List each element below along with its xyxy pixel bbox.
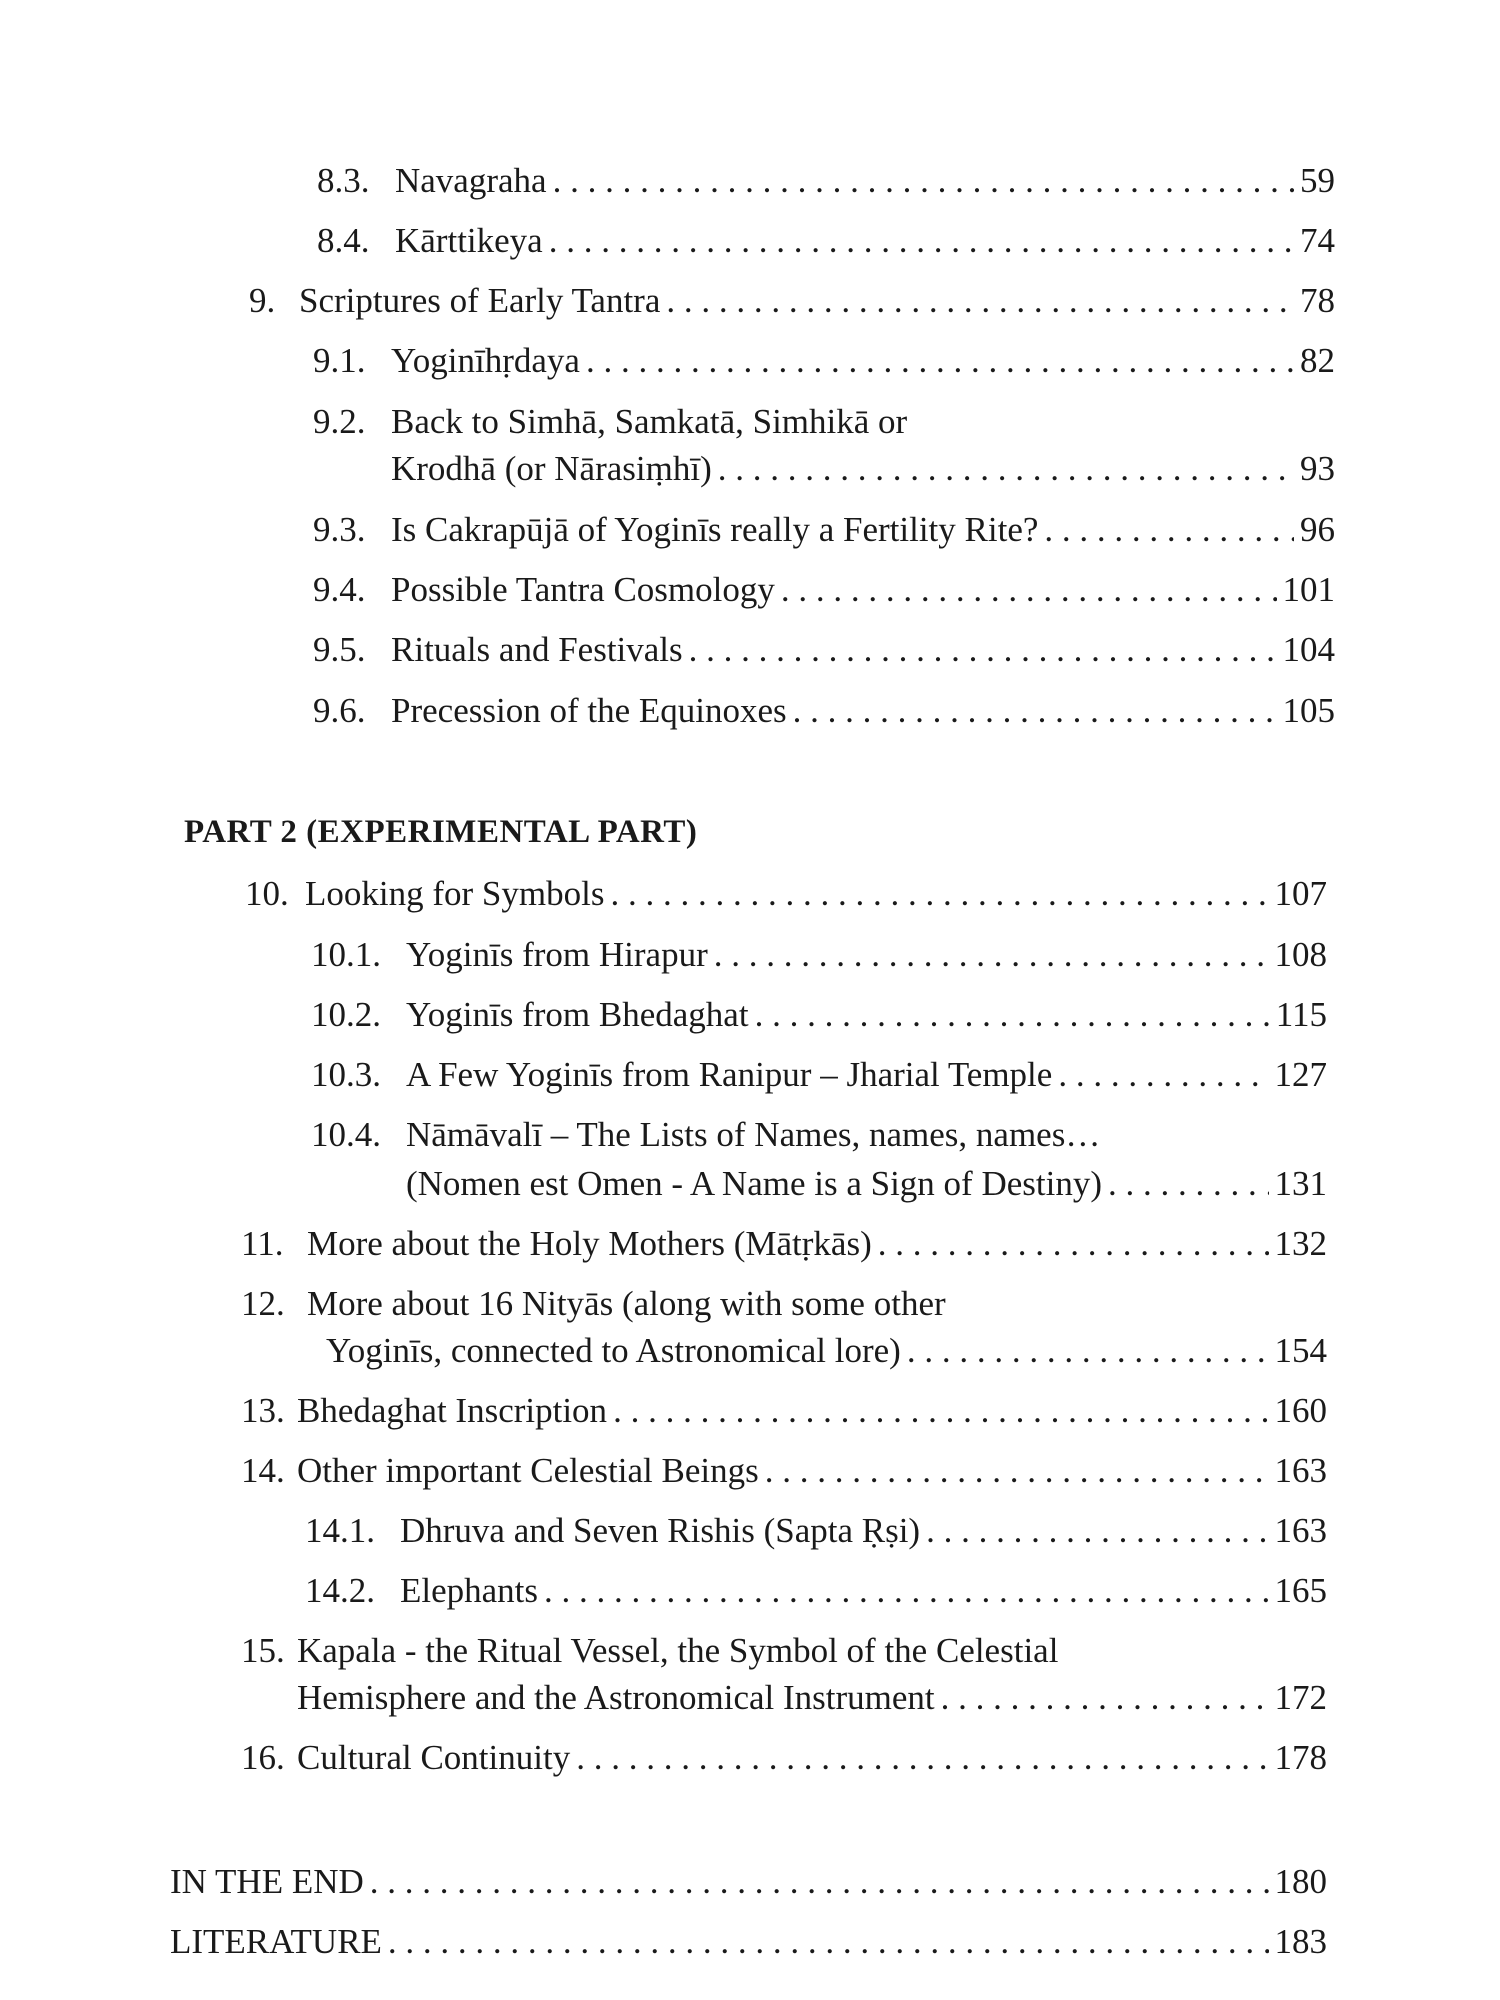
entry-title: Navagraha: [395, 161, 547, 200]
entry-page: 154: [1274, 1331, 1327, 1370]
entry-number: 8.3.: [317, 161, 370, 200]
entry-title: Nāmāvalī – The Lists of Names, names, names…: [406, 1115, 1101, 1154]
toc-entry: [241, 1740, 1327, 1775]
toc-entry: [313, 512, 1335, 547]
toc-entry: [245, 876, 1327, 911]
dot-leader: [793, 693, 1277, 728]
entry-number: 10.: [245, 874, 289, 913]
entry-title: IN THE END: [170, 1862, 364, 1901]
entry-page: 78: [1300, 281, 1335, 320]
entry-number: 9.2.: [313, 402, 366, 441]
entry-number: 12.: [241, 1284, 285, 1323]
toc-entry-continuation: [326, 1333, 1327, 1368]
entry-title: Kapala - the Ritual Vessel, the Symbol of the Celestial: [297, 1631, 1059, 1670]
entry-number: 14.: [241, 1451, 285, 1490]
entry-title: More about the Holy Mothers (Mātṛkās): [307, 1224, 872, 1263]
entry-page: 108: [1274, 935, 1327, 974]
entry-title: Yoginīs from Hirapur: [406, 935, 708, 974]
entry-title: Possible Tantra Cosmology: [391, 570, 775, 609]
toc-entry: [311, 997, 1327, 1032]
entry-page: 180: [1274, 1862, 1327, 1901]
entry-page: 101: [1282, 570, 1335, 609]
toc-entry: [313, 693, 1335, 728]
entry-number: 9.3.: [313, 510, 366, 549]
entry-number: 13.: [241, 1391, 285, 1430]
entry-title-continuation: (Nomen est Omen - A Name is a Sign of Destiny): [406, 1164, 1103, 1203]
dot-leader: [718, 451, 1294, 486]
entry-page: 127: [1274, 1055, 1327, 1094]
entry-page: 93: [1300, 449, 1335, 488]
entry-title: Is Cakrapūjā of Yoginīs really a Fertility Rite?: [391, 510, 1039, 549]
entry-title-continuation: Hemisphere and the Astronomical Instrument: [297, 1678, 935, 1717]
entry-page: 178: [1274, 1738, 1327, 1777]
toc-entry: [317, 163, 1335, 198]
dot-leader: [1044, 512, 1294, 547]
toc-entry-continuation: [297, 1680, 1327, 1715]
toc-entry: [241, 1226, 1327, 1261]
dot-leader: [765, 1453, 1269, 1488]
toc-entry: [241, 1286, 946, 1321]
entry-title: Kārttikeya: [395, 221, 543, 260]
dot-leader: [370, 1864, 1269, 1899]
entry-title: A Few Yoginīs from Ranipur – Jharial Temple: [406, 1055, 1053, 1094]
entry-title: Back to Simhā, Samkatā, Simhikā or: [391, 402, 908, 441]
entry-number: 16.: [241, 1738, 285, 1777]
entry-page: 163: [1274, 1451, 1327, 1490]
dot-leader: [613, 1393, 1268, 1428]
entry-number: 10.3.: [311, 1055, 381, 1094]
entry-title: Cultural Continuity: [297, 1738, 571, 1777]
toc-entry: [170, 1924, 1327, 1959]
toc-entry: [313, 343, 1335, 378]
entry-page: 163: [1274, 1511, 1327, 1550]
entry-title: Yoginīhṛdaya: [391, 341, 580, 380]
entry-number: 14.1.: [305, 1511, 375, 1550]
dot-leader: [1108, 1166, 1268, 1201]
entry-title: Yoginīs from Bhedaghat: [406, 995, 749, 1034]
entry-page: 59: [1300, 161, 1335, 200]
entry-title: Bhedaghat Inscription: [297, 1391, 608, 1430]
entry-page: 104: [1282, 630, 1335, 669]
dot-leader: [388, 1924, 1269, 1959]
toc-entry: [241, 1633, 1058, 1668]
entry-number: 9.5.: [313, 630, 366, 669]
toc-entry: [170, 1864, 1327, 1899]
entry-page: 132: [1274, 1224, 1327, 1263]
dot-leader: [586, 343, 1294, 378]
dot-leader: [714, 937, 1269, 972]
entry-title: Scriptures of Early Tantra: [299, 281, 661, 320]
dot-leader: [1058, 1057, 1268, 1092]
entry-title-continuation: Yoginīs, connected to Astronomical lore): [326, 1331, 901, 1370]
entry-page: 183: [1274, 1922, 1327, 1961]
toc-entry: [249, 283, 1335, 318]
entry-title: Other important Celestial Beings: [297, 1451, 759, 1490]
toc-entry: [311, 937, 1327, 972]
entry-page: 172: [1274, 1678, 1327, 1717]
entry-number: 14.2.: [305, 1571, 375, 1610]
toc-entry: [305, 1573, 1327, 1608]
dot-leader: [549, 223, 1294, 258]
dot-leader: [553, 163, 1294, 198]
entry-title-continuation: Krodhā (or Nārasiṃhī): [391, 449, 712, 488]
dot-leader: [907, 1333, 1269, 1368]
entry-number: 9.4.: [313, 570, 366, 609]
entry-title: Elephants: [400, 1571, 539, 1610]
toc-entry: [241, 1393, 1327, 1428]
entry-number: 9.: [249, 281, 276, 320]
entry-number: 9.6.: [313, 691, 366, 730]
part-heading: PART 2 (EXPERIMENTAL PART): [184, 814, 698, 850]
entry-title: Dhruva and Seven Rishis (Sapta Ṛṣi): [400, 1511, 921, 1550]
dot-leader: [689, 632, 1277, 667]
entry-title: LITERATURE: [170, 1922, 382, 1961]
toc-entry: [313, 404, 907, 439]
entry-number: 10.4.: [311, 1115, 381, 1154]
entry-number: 10.1.: [311, 935, 381, 974]
entry-number: 15.: [241, 1631, 285, 1670]
dot-leader: [941, 1680, 1269, 1715]
entry-page: 82: [1300, 341, 1335, 380]
entry-number: 10.2.: [311, 995, 381, 1034]
dot-leader: [666, 283, 1294, 318]
entry-page: 165: [1274, 1571, 1327, 1610]
entry-page: 131: [1274, 1164, 1327, 1203]
entry-page: 96: [1300, 510, 1335, 549]
entry-title: Precession of the Equinoxes: [391, 691, 787, 730]
entry-number: 9.1.: [313, 341, 366, 380]
entry-page: 74: [1300, 221, 1335, 260]
toc-entry-continuation: [406, 1166, 1327, 1201]
dot-leader: [544, 1573, 1268, 1608]
toc-entry: [313, 632, 1335, 667]
dot-leader: [576, 1740, 1268, 1775]
dot-leader: [610, 876, 1268, 911]
toc-entry: [311, 1057, 1327, 1092]
entry-number: 8.4.: [317, 221, 370, 260]
dot-leader: [781, 572, 1277, 607]
toc-entry: [317, 223, 1335, 258]
entry-number: 11.: [241, 1224, 284, 1263]
toc-entry: [305, 1513, 1327, 1548]
entry-page: 160: [1274, 1391, 1327, 1430]
toc-entry: [311, 1117, 1100, 1152]
entry-page: 105: [1282, 691, 1335, 730]
entry-title: Rituals and Festivals: [391, 630, 683, 669]
dot-leader: [755, 997, 1270, 1032]
entry-page: 115: [1275, 995, 1327, 1034]
toc-entry-continuation: [391, 451, 1335, 486]
toc-entry: [241, 1453, 1327, 1488]
dot-leader: [926, 1513, 1268, 1548]
toc-entry: [313, 572, 1335, 607]
entry-title: More about 16 Nityās (along with some other: [307, 1284, 946, 1323]
entry-page: 107: [1274, 874, 1327, 913]
entry-title: Looking for Symbols: [305, 874, 605, 913]
dot-leader: [878, 1226, 1269, 1261]
